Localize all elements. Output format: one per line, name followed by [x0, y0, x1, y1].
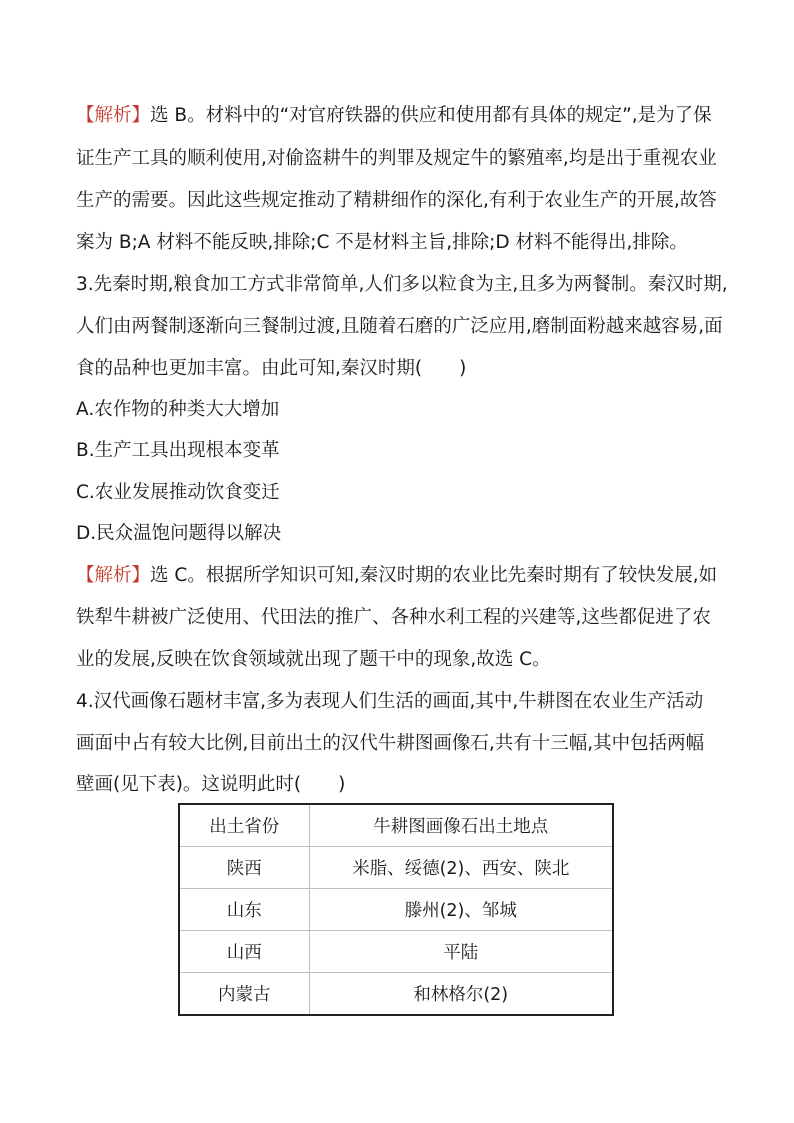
question3-line-3: 食的品种也更加丰富。由此可知,秦汉时期( ) [76, 358, 467, 379]
answer3-line-3: 业的发展,反映在饮食领域就出现了题干中的现象,故选 C。 [76, 649, 551, 670]
answer2-line-1: 【解析】选 B。材料中的“对官府铁器的供应和使用都有具体的规定”,是为了保 [76, 105, 712, 126]
table-cell: 和林格尔(2) [309, 973, 613, 1016]
table-row [179, 847, 613, 889]
table-header-row [179, 804, 613, 847]
table-row [179, 889, 613, 931]
table-cell: 米脂、绥德(2)、西安、陕北 [309, 847, 613, 889]
question3-line-2: 人们由两餐制逐渐向三餐制过渡,且随着石磨的广泛应用,磨制面粉越来越容易,面 [76, 316, 723, 337]
table-cell: 山东 [179, 889, 309, 931]
question3-line-1: 3.先秦时期,粮食加工方式非常简单,人们多以粒食为主,且多为两餐制。秦汉时期, [76, 274, 728, 295]
excavation-table [178, 803, 614, 1016]
analysis-tag: 【解析】 [76, 105, 151, 126]
question3-option-a: A.农作物的种类大大增加 [76, 399, 280, 420]
table-row [179, 931, 613, 973]
table-cell: 平陆 [309, 931, 613, 973]
table-cell: 山西 [179, 931, 309, 973]
analysis-tag: 【解析】 [76, 565, 151, 586]
table-header-cell: 出土省份 [179, 804, 309, 847]
answer3-line-2: 铁犁牛耕被广泛使用、代田法的推广、各种水利工程的兴建等,这些都促进了农 [76, 607, 711, 628]
question4-line-2: 画面中占有较大比例,目前出土的汉代牛耕图画像石,共有十三幅,其中包括两幅 [76, 733, 705, 754]
question4-line-1: 4.汉代画像石题材丰富,多为表现人们生活的画面,其中,牛耕图在农业生产活动 [76, 691, 704, 712]
answer2-line-3: 生产的需要。因此这些规定推动了精耕细作的深化,有利于农业生产的开展,故答 [76, 190, 717, 211]
question3-option-b: B.生产工具出现根本变革 [76, 440, 280, 461]
question3-option-d: D.民众温饱问题得以解决 [76, 523, 282, 544]
answer2-line-4: 案为 B;A 材料不能反映,排除;C 不是材料主旨,排除;D 材料不能得出,排除。 [76, 232, 688, 253]
table-row [179, 973, 613, 1016]
question4-line-3: 壁画(见下表)。这说明此时( ) [76, 774, 346, 795]
question3-option-c: C.农业发展推动饮食变迁 [76, 482, 280, 503]
table-cell: 陕西 [179, 847, 309, 889]
table-header-cell: 牛耕图画像石出土地点 [309, 804, 613, 847]
answer3-line-1: 【解析】选 C。根据所学知识可知,秦汉时期的农业比先秦时期有了较快发展,如 [76, 565, 718, 586]
table-cell: 滕州(2)、邹城 [309, 889, 613, 931]
table-cell: 内蒙古 [179, 973, 309, 1016]
answer2-line-2: 证生产工具的顺利使用,对偷盗耕牛的判罪及规定牛的繁殖率,均是出于重视农业 [76, 148, 717, 169]
